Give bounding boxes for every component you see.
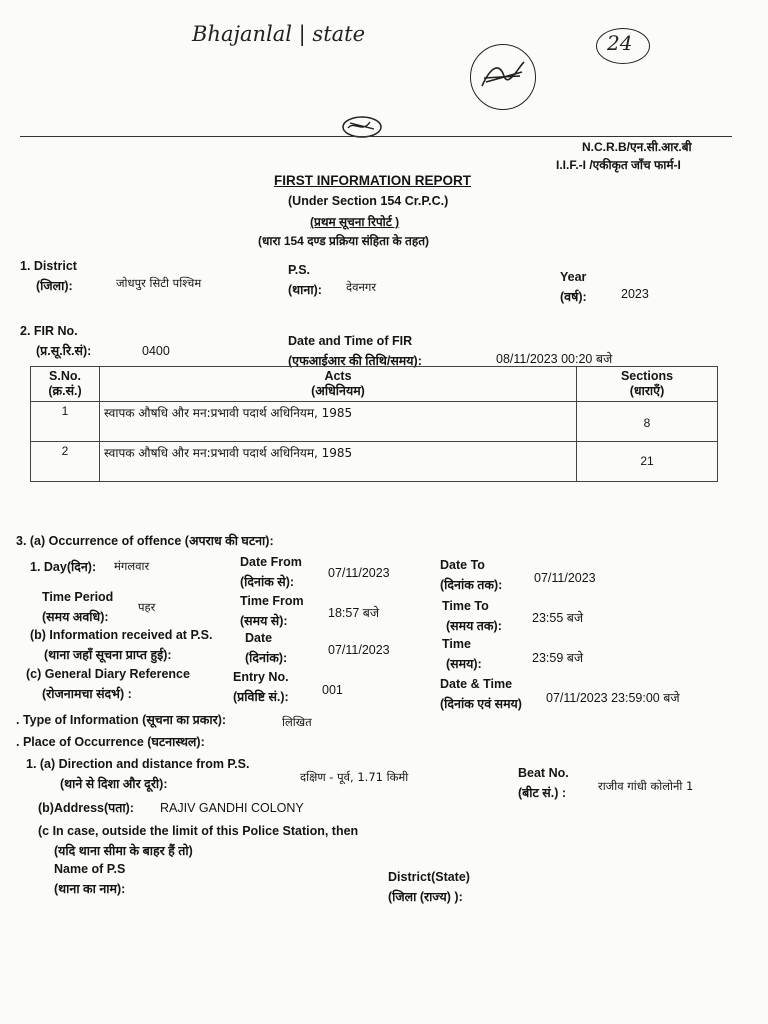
district-label-hi: (जिला):	[36, 279, 73, 293]
type-of-information-label: . Type of Information (सूचना का प्रकार):	[16, 713, 227, 727]
handwritten-page-number: 24	[607, 31, 633, 55]
time-to-value: 23:55 बजे	[532, 611, 584, 625]
gd-label: (c) General Diary Reference	[26, 667, 190, 681]
subtitle-en: (Under Section 154 Cr.P.C.)	[288, 194, 449, 208]
ps-value: देवनगर	[346, 280, 377, 294]
time-from-label: Time From	[240, 594, 304, 608]
row-section: 8	[577, 402, 718, 442]
col-acts: Acts (अधिनियम)	[100, 367, 577, 402]
time-from-value: 18:57 बजे	[328, 606, 380, 620]
direction-label: 1. (a) Direction and distance from P.S.	[26, 757, 250, 771]
col-sno: S.No. (क्र.सं.)	[31, 367, 100, 402]
table-row	[31, 442, 718, 482]
date-from-label: Date From	[240, 555, 302, 569]
acts-table	[30, 366, 718, 482]
time-to-label: Time To	[442, 599, 489, 613]
acts-table-header	[31, 367, 718, 402]
row-sno: 2	[31, 442, 100, 482]
district-state-label: District(State)	[388, 870, 470, 884]
subtitle-hi: (प्रथम सूचना रिपोर्ट )	[310, 215, 400, 229]
year-label-hi: (वर्ष):	[560, 290, 587, 304]
ps-label: P.S.	[288, 263, 311, 277]
year-value: 2023	[621, 287, 649, 301]
entry-label-hi: (प्रविष्टि सं.):	[233, 690, 289, 704]
district-label: 1. District	[20, 259, 77, 273]
time-period-value: पहर	[138, 600, 156, 614]
district-value: जोधपुर सिटी पश्चिम	[116, 276, 202, 290]
beat-label-hi: (बीट सं.) :	[518, 786, 567, 800]
handwritten-note: Bhajanlal | state	[192, 22, 366, 46]
direction-value: दक्षिण - पूर्व, 1.71 किमी	[300, 770, 409, 784]
fir-datetime-value: 08/11/2023 00:20 बजे	[496, 352, 613, 366]
entry-label: Entry No.	[233, 670, 289, 684]
info-received-label-hi: (थाना जहाँ सूचना प्राप्त हुई):	[44, 648, 172, 662]
table-row	[31, 402, 718, 442]
address-label: (b)Address(पता):	[38, 801, 134, 815]
time-period-label: Time Period	[42, 590, 114, 604]
outside-limit-label: (c In case, outside the limit of this Police Station, then	[38, 824, 359, 838]
info-received-label: (b) Information received at P.S.	[30, 628, 213, 642]
beat-label: Beat No.	[518, 766, 569, 780]
info-date-label-hi: (दिनांक):	[245, 651, 288, 665]
gd-label-hi: (रोजनामचा संदर्भ) :	[42, 687, 132, 701]
name-of-ps-label-hi: (थाना का नाम):	[54, 882, 126, 896]
page-title: FIRST INFORMATION REPORT	[274, 173, 471, 188]
date-from-label-hi: (दिनांक से):	[240, 575, 295, 589]
day-label: 1. Day(दिन):	[30, 560, 97, 574]
time-from-label-hi: (समय से):	[240, 614, 288, 628]
row-section: 21	[577, 442, 718, 482]
district-state-label-hi: (जिला (राज्य) ):	[388, 890, 463, 904]
gd-datetime-label-hi: (दिनांक एवं समय)	[440, 697, 522, 711]
col-sections: Sections (धाराएँ)	[577, 367, 718, 402]
form-id: I.I.F.-I /एकीकृत जाँच फार्म-I	[556, 158, 681, 172]
date-to-label-hi: (दिनांक तक):	[440, 578, 503, 592]
date-from-value: 07/11/2023	[328, 566, 390, 580]
fir-label: 2. FIR No.	[20, 324, 78, 338]
header-rule	[20, 136, 732, 137]
time-period-label-hi: (समय अवधि):	[42, 610, 109, 624]
type-of-information-value: लिखित	[282, 715, 312, 729]
ps-label-hi: (थाना):	[288, 283, 322, 297]
direction-label-hi: (थाने से दिशा और दूरी):	[60, 777, 168, 791]
name-of-ps-label: Name of P.S	[54, 862, 126, 876]
day-value: मंगलवार	[114, 559, 150, 573]
ncrb-label: N.C.R.B/एन.सी.आर.बी	[582, 140, 692, 154]
fir-datetime-label-hi: (एफआईआर की तिथि/समय):	[288, 354, 422, 368]
subtitle-hi-2: (धारा 154 दण्ड प्रक्रिया संहिता के तहत)	[258, 234, 430, 248]
fir-value: 0400	[142, 344, 170, 358]
info-time-label: Time	[442, 637, 471, 651]
beat-value: राजीव गांधी कोलोनी 1	[598, 779, 694, 793]
gd-datetime-value: 07/11/2023 23:59:00 बजे	[546, 691, 680, 705]
info-time-value: 23:59 बजे	[532, 651, 584, 665]
info-date-value: 07/11/2023	[328, 643, 390, 657]
fir-datetime-label: Date and Time of FIR	[288, 334, 413, 348]
outside-limit-label-hi: (यदि थाना सीमा के बाहर हैं तो)	[54, 844, 193, 858]
place-of-occurrence-label: . Place of Occurrence (घटनास्थल):	[16, 735, 205, 749]
year-label: Year	[560, 270, 587, 284]
info-date-label: Date	[245, 631, 273, 645]
row-act: स्वापक औषधि और मन:प्रभावी पदार्थ अधिनियम, 1985	[100, 442, 577, 482]
address-value: RAJIV GANDHI COLONY	[160, 801, 304, 815]
occurrence-heading: 3. (a) Occurrence of offence (अपराध की घटना):	[16, 534, 274, 548]
gd-datetime-label: Date & Time	[440, 677, 513, 691]
signature-scribble	[478, 56, 528, 96]
date-to-value: 07/11/2023	[534, 571, 596, 585]
fir-label-hi: (प्र.सू.रि.सं):	[36, 344, 92, 358]
info-time-label-hi: (समय):	[446, 657, 482, 671]
date-to-label: Date To	[440, 558, 485, 572]
row-act: स्वापक औषधि और मन:प्रभावी पदार्थ अधिनियम, 1985	[100, 402, 577, 442]
row-sno: 1	[31, 402, 100, 442]
entry-value: 001	[322, 683, 343, 697]
time-to-label-hi: (समय तक):	[446, 619, 502, 633]
